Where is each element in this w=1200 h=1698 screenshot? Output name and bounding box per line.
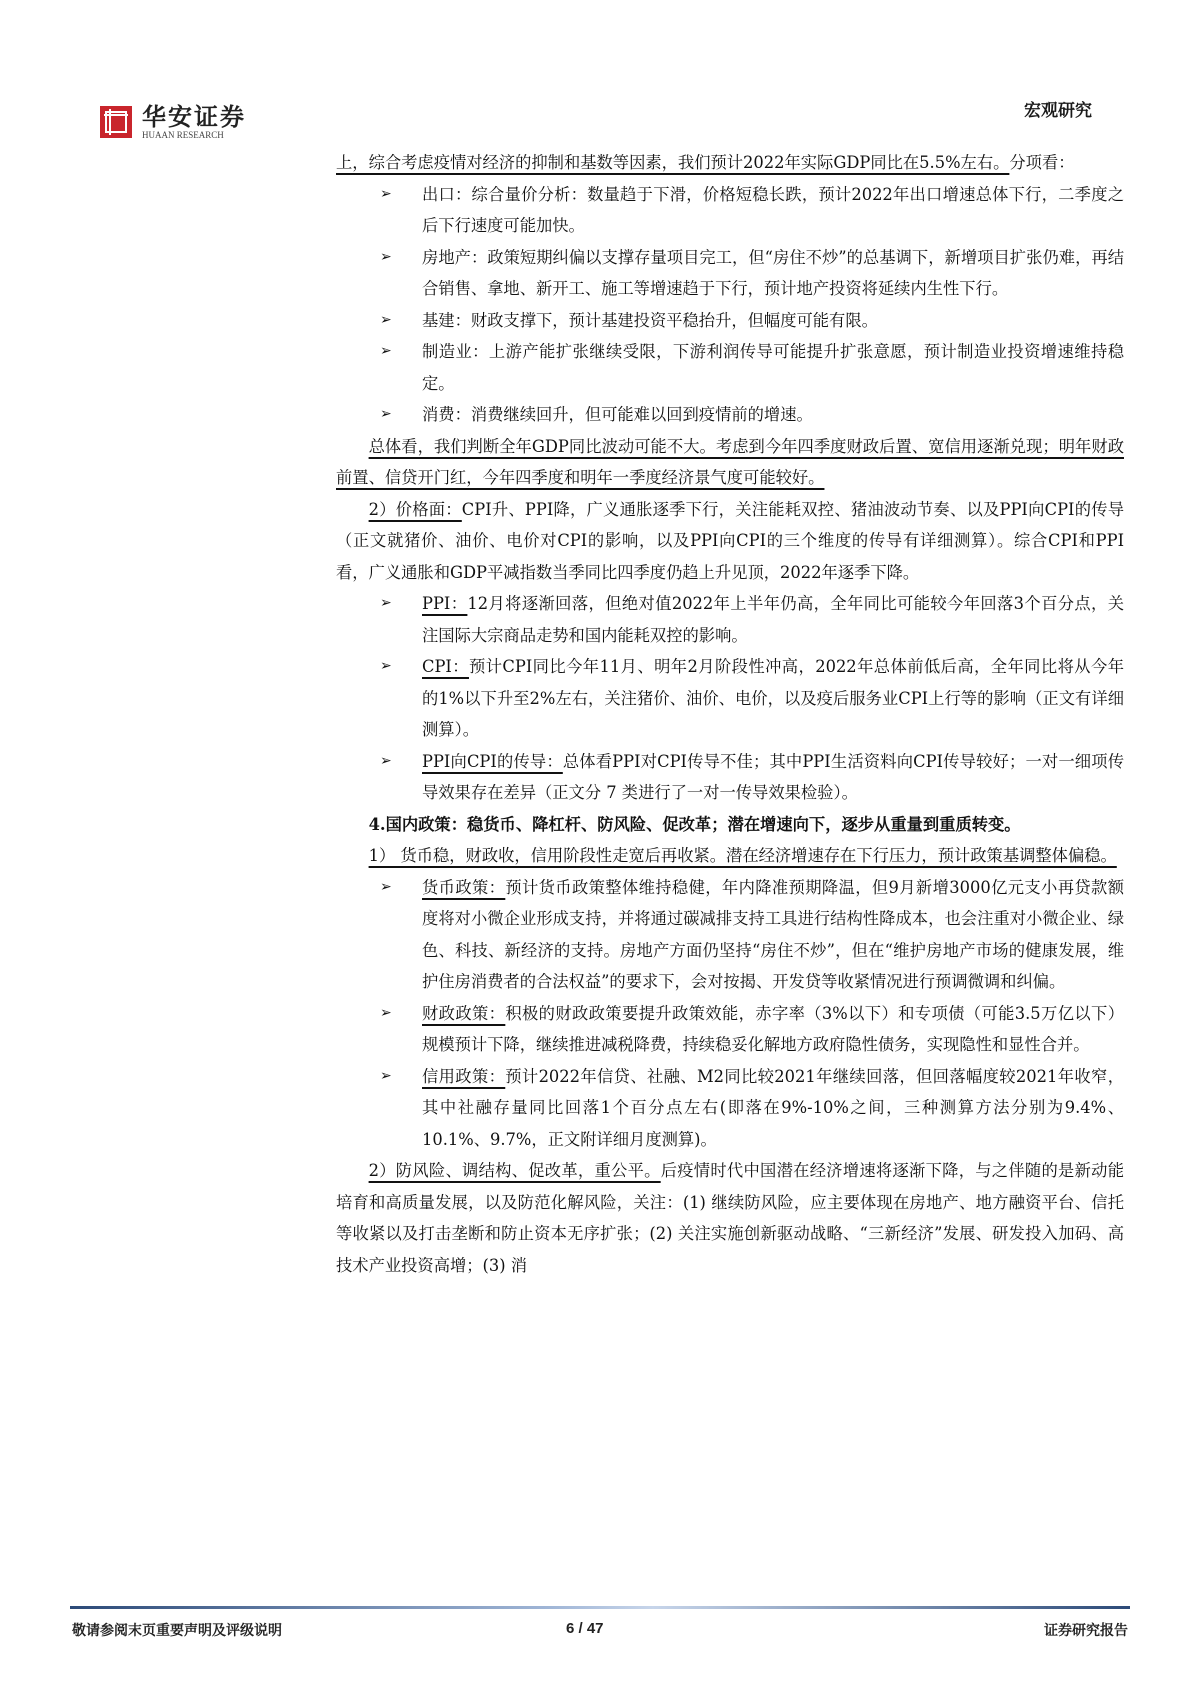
- arrow-bullet-icon: ➢: [380, 658, 392, 674]
- list-item: ➢ 消费：消费继续回升，但可能难以回到疫情前的增速。: [336, 399, 1124, 431]
- list-item: ➢ 出口：综合量价分析：数量趋于下滑，价格短稳长跌，预计2022年出口增速总体下行，二季度之后下行速度可能加快。: [336, 179, 1124, 242]
- list-item: ➢ 基建：财政支撑下，预计基建投资平稳抬升，但幅度可能有限。: [336, 305, 1124, 337]
- arrow-bullet-icon: ➢: [380, 1004, 392, 1021]
- price-paragraph: 2）价格面：CPI升、PPI降，广义通胀逐季下行，关注能耗双控、猪油波动节奏、以及PPI向CPI的传导（正文就猪价、油价、电价对CPI的影响，以及PPI向CPI的三个维度的传导有详细测算）。综合CPI和PPI看，广义通胀和GDP平减指数当季同比四季度仍趋上升见顶，2022年逐季下降。: [336, 499, 1125, 582]
- huaan-logo-icon: [100, 106, 132, 138]
- logo-english-name: HUAAN RESEARCH: [142, 130, 224, 140]
- policy-heading: 4.国内政策：稳货币、降杠杆、防风险、促改革；潜在增速向下，逐步从重量到重质转变。: [368, 814, 1021, 834]
- footer-divider: [70, 1606, 1130, 1609]
- arrow-bullet-icon: ➢: [380, 185, 392, 202]
- arrow-bullet-icon: ➢: [380, 595, 392, 611]
- gdp-forecast-paragraph: 上，综合考虑疫情对经济的抑制和基数等因素，我们预计2022年实际GDP同比在5.5%左右。分项看：: [336, 153, 1075, 172]
- arrow-bullet-icon: ➢: [380, 248, 392, 265]
- report-body: [336, 147, 1124, 1281]
- report-type: 证券研究报告: [1044, 1623, 1128, 1639]
- list-item: ➢ PPI：12月将逐渐回落，但绝对值2022年上半年仍高，全年同比可能较今年回落3个百分点，关注国际大宗商品走势和国内能耗双控的影响。: [336, 588, 1124, 651]
- list-item: ➢ 财政政策：积极的财政政策要提升政策效能，赤字率（3%以下）和专项债（可能3.5万亿以下）规模预计下降，继续推进减税降费，持续稳妥化解地方政府隐性债务，实现隐性和显性合并。: [336, 998, 1124, 1061]
- list-item: ➢ PPI向CPI的传导：总体看PPI对CPI传导不佳；其中PPI生活资料向CPI传导较好；一对一细项传导效果存在差异（正文分 7 类进行了一对一传导效果检验）。: [336, 746, 1124, 809]
- arrow-bullet-icon: ➢: [380, 1067, 392, 1084]
- policy1-paragraph: 1） 货币稳，财政收，信用阶段性走宽后再收紧。潜在经济增速存在下行压力，预计政策基调整体偏稳。: [368, 846, 1117, 865]
- policy2-paragraph: 2）防风险、调结构、促改革，重公平。后疫情时代中国潜在经济增速将逐渐下降，与之伴随的是新动能培育和高质量发展，以及防范化解风险，关注：(1) 继续防风险，应主要体现在房地产、地方融资平台、信托等收紧以及打击垄断和防止资本无序扩张；(2) 关注实施创新驱动战略、“三新经济”发展、研发投入加码、高技术产业投资高增；(3) 消: [336, 1161, 1124, 1275]
- price-label: 2）价格面：: [368, 499, 462, 519]
- company-logo: [100, 104, 246, 140]
- list-item: ➢ 货币政策：预计货币政策整体维持稳健，年内降准预期降温，但9月新增3000亿元支小再贷款额度将对小微企业形成支持，并将通过碳减排支持工具进行结构性降成本，也会注重对小微企业、绿色、科技、新经济的支持。房地产方面仍坚持“房住不炒”，但在“维护房地产市场的健康发展，维护住房消费者的合法权益”的要求下，会对按揭、开发贷等收紧情况进行预调微调和纠偏。: [336, 872, 1124, 998]
- section-title: 宏观研究: [1024, 101, 1092, 121]
- gdp-forecast-emphasis: 上，综合考虑疫情对经济的抑制和基数等因素，我们预计2022年实际GDP同比在5.5%左右。: [336, 153, 1010, 172]
- footer-disclaimer: 敬请参阅末页重要声明及评级说明: [72, 1623, 282, 1639]
- arrow-bullet-icon: ➢: [380, 878, 392, 895]
- page-number: 6 / 47: [566, 1620, 604, 1637]
- list-item: ➢ 信用政策：预计2022年信贷、社融、M2同比较2021年继续回落，但回落幅度较2021年收窄，其中社融存量同比回落1个百分点左右(即落在9%-10%之间，三种测算方法分别为9.4%、10.1%、9.7%，正文附详细月度测算)。: [336, 1061, 1124, 1156]
- list-item: ➢ 房地产：政策短期纠偏以支撑存量项目完工，但“房住不炒”的总基调下，新增项目扩张仍难，再结合销售、拿地、新开工、施工等增速趋于下行，预计地产投资将延续内生性下行。: [336, 242, 1124, 305]
- logo-chinese-name: 华安证券: [142, 102, 246, 131]
- arrow-bullet-icon: ➢: [380, 752, 392, 769]
- list-item: ➢ 制造业：上游产能扩张继续受限，下游利润传导可能提升扩张意愿，预计制造业投资增速维持稳定。: [336, 336, 1124, 399]
- gdp-summary-paragraph: 总体看，我们判断全年GDP同比波动可能不大。考虑到今年四季度财政后置、宽信用逐渐兑现；明年财政前置、信贷开门红，今年四季度和明年一季度经济景气度可能较好。: [336, 436, 1124, 487]
- list-item: ➢ CPI：预计CPI同比今年11月、明年2月阶段性冲高，2022年总体前低后高，全年同比将从今年的1%以下升至2%左右，关注猪价、油价、电价，以及疫后服务业CPI上行等的影响（正文有详细测算）。: [336, 651, 1124, 746]
- arrow-bullet-icon: ➢: [380, 406, 392, 422]
- arrow-bullet-icon: ➢: [380, 311, 392, 328]
- arrow-bullet-icon: ➢: [380, 343, 392, 359]
